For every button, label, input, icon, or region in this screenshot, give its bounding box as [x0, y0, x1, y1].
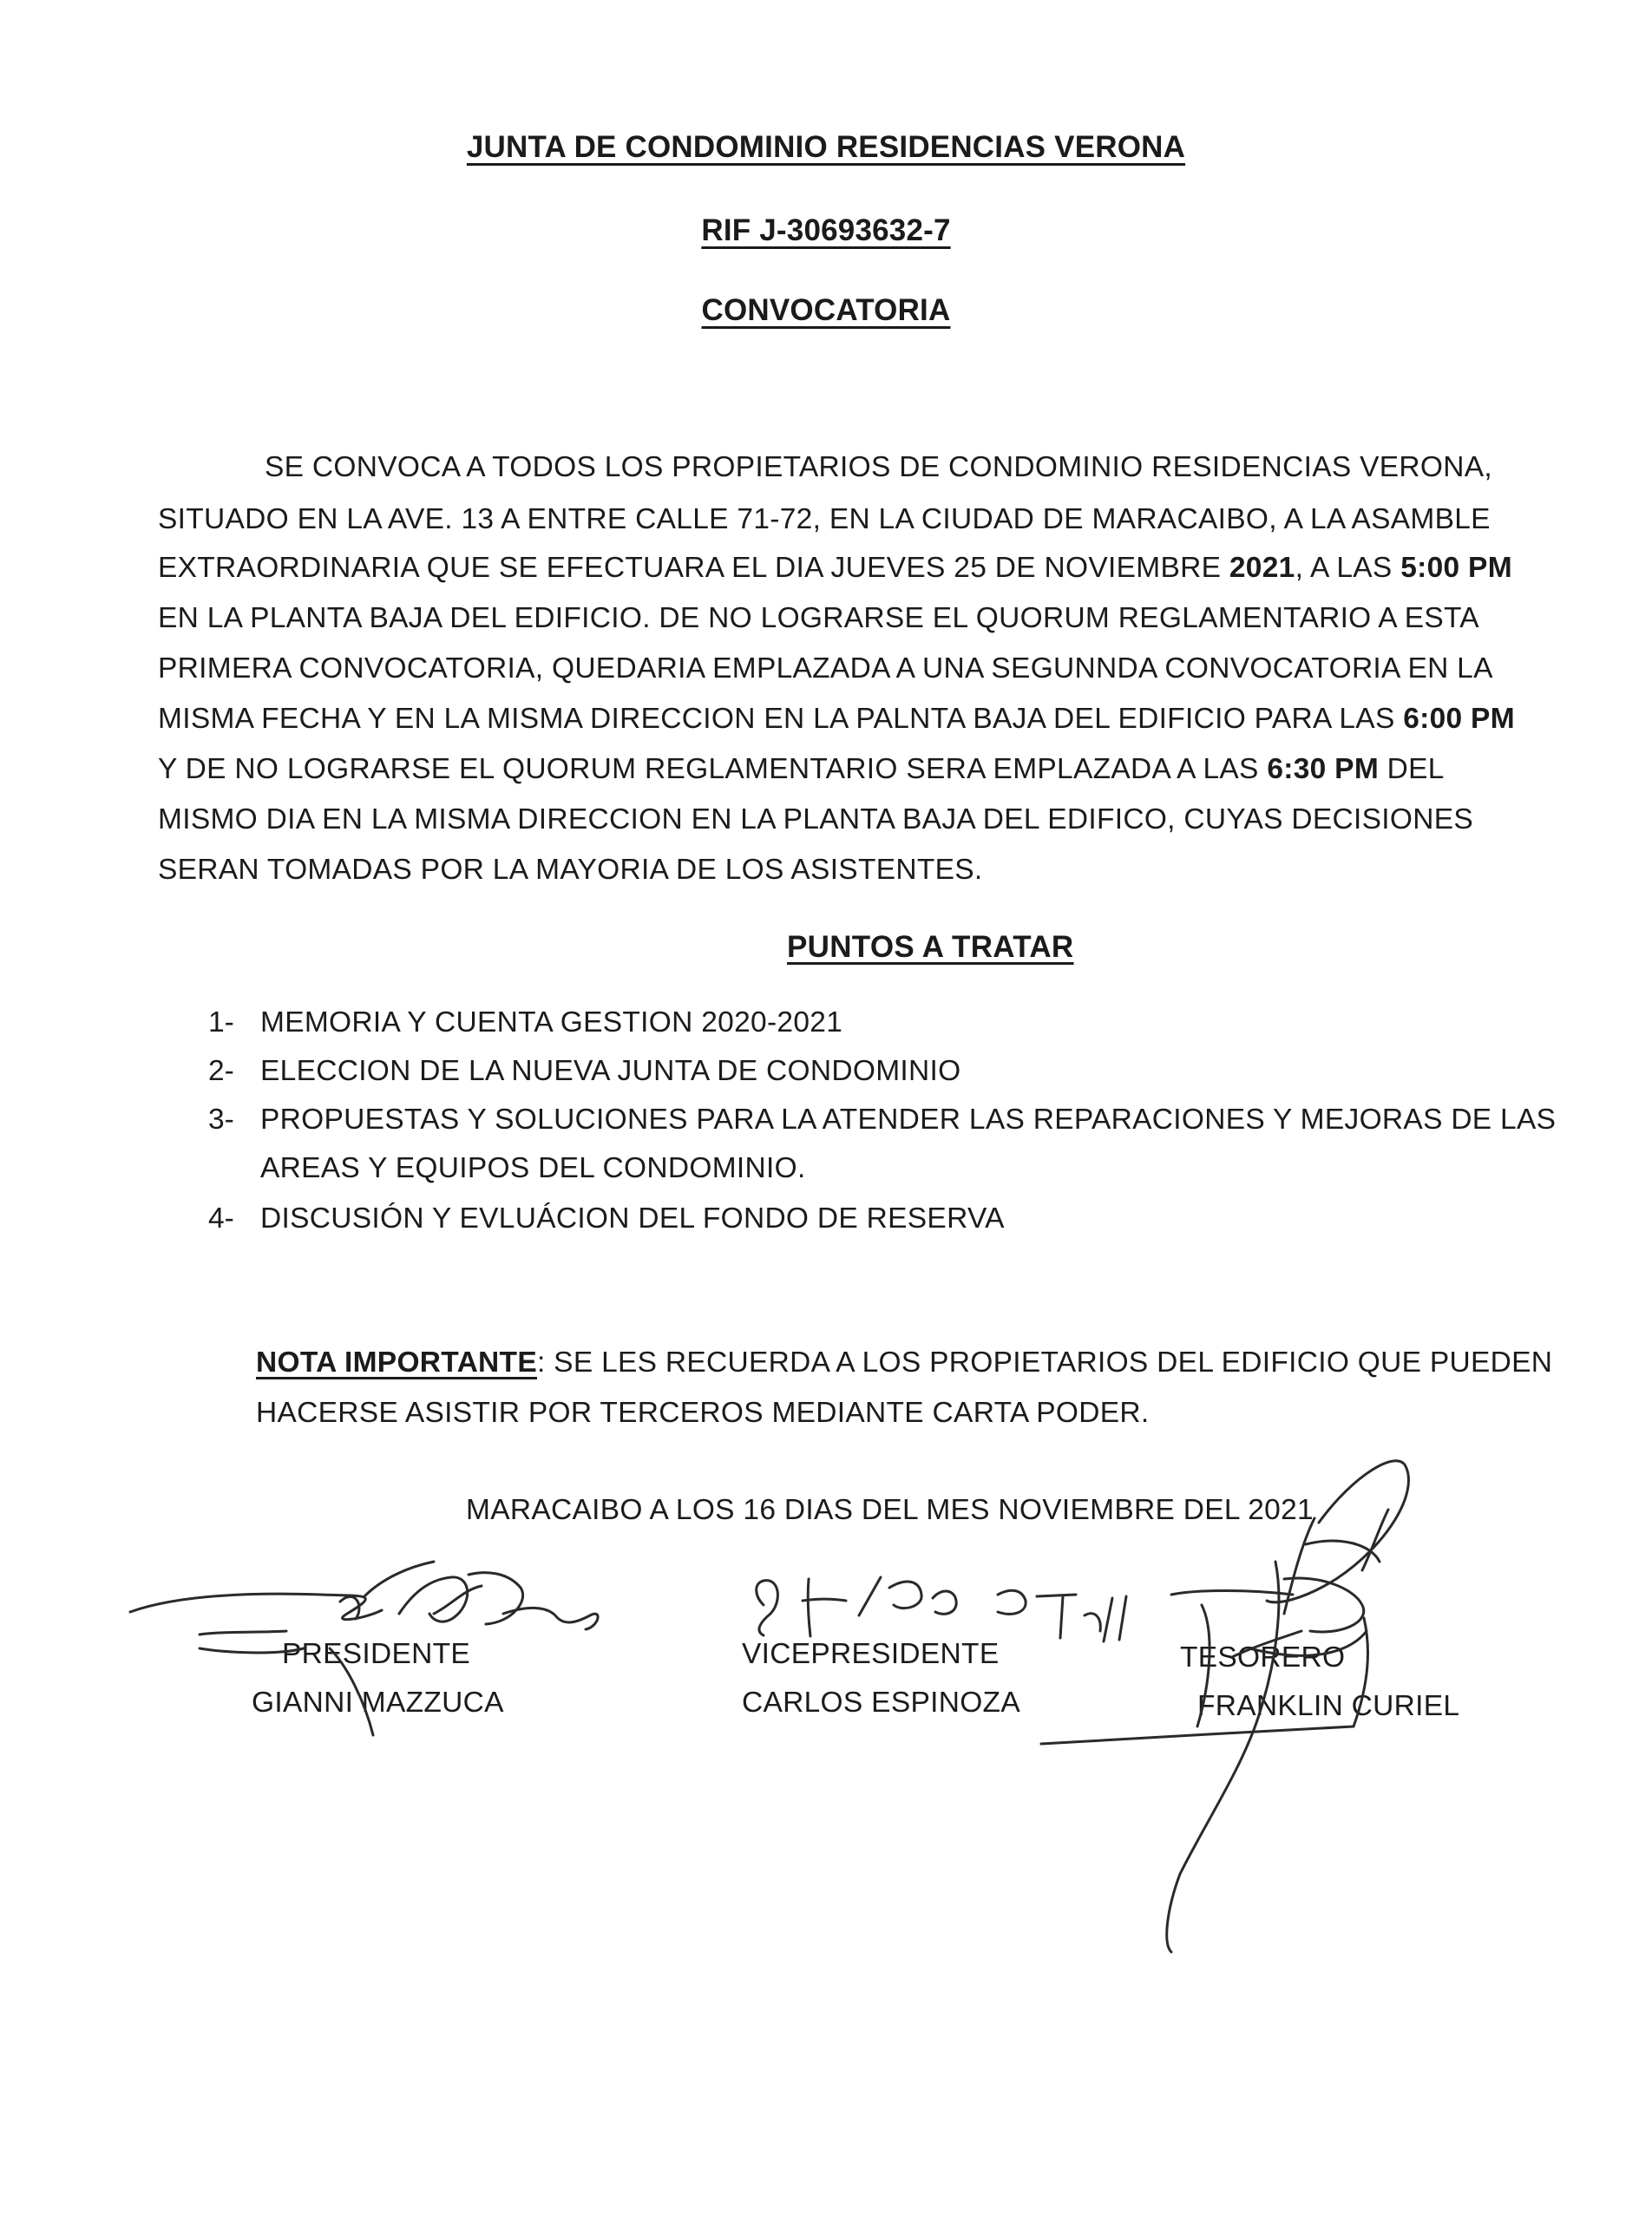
time-second-bold: 6:00 PM	[1403, 703, 1515, 735]
important-note-text: : SE LES RECUERDA A LOS PROPIETARIOS DEL EDIFICIO QUE PUEDEN	[536, 1346, 1553, 1379]
body-line-1: SE CONVOCA A TODOS LOS PROPIETARIOS DE CONDOMINIO RESIDENCIAS VERONA,	[265, 451, 1492, 483]
vicepresident-name: CARLOS ESPINOZA	[742, 1687, 1020, 1719]
agenda-item-3-text-line-1: PROPUESTAS Y SOLUCIONES PARA LA ATENDER LAS REPARACIONES Y MEJORAS DE LAS	[260, 1104, 1557, 1136]
important-note-line-1	[256, 1346, 1552, 1379]
time-third-bold: 6:30 PM	[1267, 753, 1380, 785]
treasurer-role: TESORERO	[1180, 1641, 1346, 1674]
vicepresident-signature	[757, 1577, 1126, 1641]
body-line-9: SERAN TOMADAS POR LA MAYORIA DE LOS ASISTENTES.	[158, 854, 983, 886]
vicepresident-role: VICEPRESIDENTE	[742, 1638, 1000, 1670]
body-line-7	[158, 753, 1445, 786]
important-note-label: NOTA IMPORTANTE	[256, 1346, 537, 1379]
date-line: MARACAIBO A LOS 16 DIAS DEL MES NOVIEMBRE DEL 2021	[466, 1494, 1314, 1526]
important-note-line-2: HACERSE ASISTIR POR TERCEROS MEDIANTE CARTA PODER.	[256, 1397, 1150, 1429]
body-line-8: MISMO DIA EN LA MISMA DIRECCION EN LA PLANTA BAJA DEL EDIFICO, CUYAS DECISIONES	[158, 803, 1474, 835]
year-bold: 2021	[1229, 552, 1295, 584]
agenda-item-1-text: MEMORIA Y CUENTA GESTION 2020-2021	[260, 1006, 843, 1038]
body-line-3	[158, 552, 1512, 585]
president-name: GIANNI MAZZUCA	[252, 1687, 504, 1719]
body-line-3-mid: , A LAS	[1295, 552, 1401, 584]
body-line-6	[158, 703, 1515, 736]
rif-number: RIF J-30693632-7	[701, 213, 951, 247]
agenda-item-3-number: 3-	[208, 1104, 234, 1136]
agenda-item-2-text: ELECCION DE LA NUEVA JUNTA DE CONDOMINIO	[260, 1055, 961, 1087]
agenda-item-4-number: 4-	[208, 1202, 234, 1235]
treasurer-name: FRANKLIN CURIEL	[1197, 1690, 1460, 1722]
document-type: CONVOCATORIA	[701, 293, 951, 327]
document-title: JUNTA DE CONDOMINIO RESIDENCIAS VERONA	[466, 130, 1186, 164]
agenda-item-3-text-line-2: AREAS Y EQUIPOS DEL CONDOMINIO.	[260, 1152, 806, 1184]
agenda-item-4-text: DISCUSIÓN Y EVLUÁCION DEL FONDO DE RESERVA	[260, 1202, 1005, 1235]
agenda-title: PUNTOS A TRATAR	[787, 930, 1074, 964]
president-role: PRESIDENTE	[282, 1638, 471, 1670]
body-line-2: SITUADO EN LA AVE. 13 A ENTRE CALLE 71-72, EN LA CIUDAD DE MARACAIBO, A LA ASAMBLE	[158, 503, 1491, 535]
body-line-7-end: DEL	[1379, 753, 1445, 785]
body-line-7-text: Y DE NO LOGRARSE EL QUORUM REGLAMENTARIO SERA EMPLAZADA A LAS	[158, 753, 1268, 785]
agenda-item-1-number: 1-	[208, 1006, 234, 1038]
agenda-item-2-number: 2-	[208, 1055, 234, 1087]
body-line-5: PRIMERA CONVOCATORIA, QUEDARIA EMPLAZADA A UNA SEGUNNDA CONVOCATORIA EN LA	[158, 652, 1493, 685]
body-line-3-text: EXTRAORDINARIA QUE SE EFECTUARA EL DIA JUEVES 25 DE NOVIEMBRE	[158, 552, 1229, 584]
body-line-4: EN LA PLANTA BAJA DEL EDIFICIO. DE NO LOGRARSE EL QUORUM REGLAMENTARIO A ESTA	[158, 602, 1479, 634]
body-line-6-text: MISMA FECHA Y EN LA MISMA DIRECCION EN LA PALNTA BAJA DEL EDIFICIO PARA LAS	[158, 703, 1404, 735]
time-first-bold: 5:00 PM	[1400, 552, 1512, 584]
